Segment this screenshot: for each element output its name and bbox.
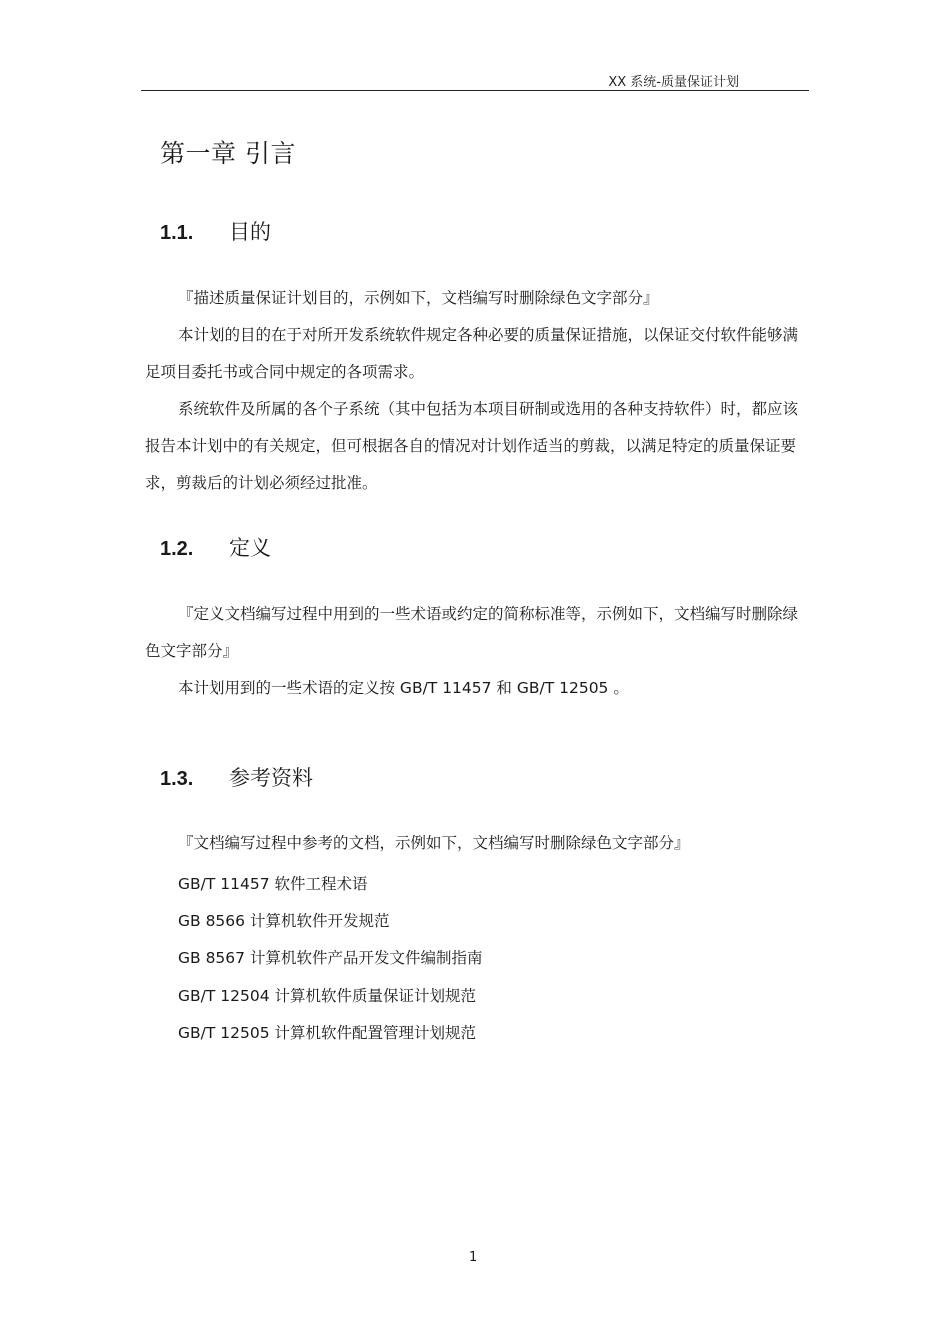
paragraph: 『文档编写过程中参考的文档，示例如下，文档编写时删除绿色文字部分』 (178, 834, 690, 852)
section-heading-1-3 (160, 762, 313, 792)
reference-item: GB/T 11457 软件工程术语 (178, 875, 368, 893)
page-header (141, 68, 809, 91)
reference-item: GB 8566 计算机软件开发规范 (178, 912, 390, 930)
section-heading-1-2 (160, 532, 271, 562)
paragraph: 本计划用到的一些术语的定义按 GB/T 11457 和 GB/T 12505 。 (178, 679, 629, 697)
page-number: 1 (469, 1250, 478, 1265)
section-number: 1.1. (160, 222, 194, 244)
section-heading-1-1 (160, 216, 271, 246)
section-title: 定义 (229, 536, 271, 560)
chapter-title: 第一章 引言 (160, 139, 296, 168)
paragraph: 『定义文档编写过程中用到的一些术语或约定的简称标准等，示例如下，文档编写时删除绿色文字部分』 (145, 605, 799, 660)
paragraph: 本计划的目的在于对所开发系统软件规定各种必要的质量保证措施，以保证交付软件能够满足项目委托书或合同中规定的各项需求。 (145, 326, 799, 381)
paragraph: 系统软件及所属的各个子系统（其中包括为本项目研制或选用的各种支持软件）时，都应该报告本计划中的有关规定，但可根据各自的情况对计划作适当的剪裁，以满足特定的质量保证要求，剪裁后的计划必须经过批准。 (145, 400, 799, 492)
reference-item: GB/T 12505 计算机软件配置管理计划规范 (178, 1024, 476, 1042)
section-title: 目的 (229, 220, 271, 244)
header-title: XX 系统-质量保证计划 (608, 75, 739, 90)
paragraph: 『描述质量保证计划目的，示例如下，文档编写时删除绿色文字部分』 (178, 289, 659, 307)
section-title: 参考资料 (229, 766, 313, 790)
reference-item: GB 8567 计算机软件产品开发文件编制指南 (178, 949, 483, 967)
section-number: 1.2. (160, 538, 194, 560)
section-number: 1.3. (160, 768, 194, 790)
reference-item: GB/T 12504 计算机软件质量保证计划规范 (178, 987, 476, 1005)
